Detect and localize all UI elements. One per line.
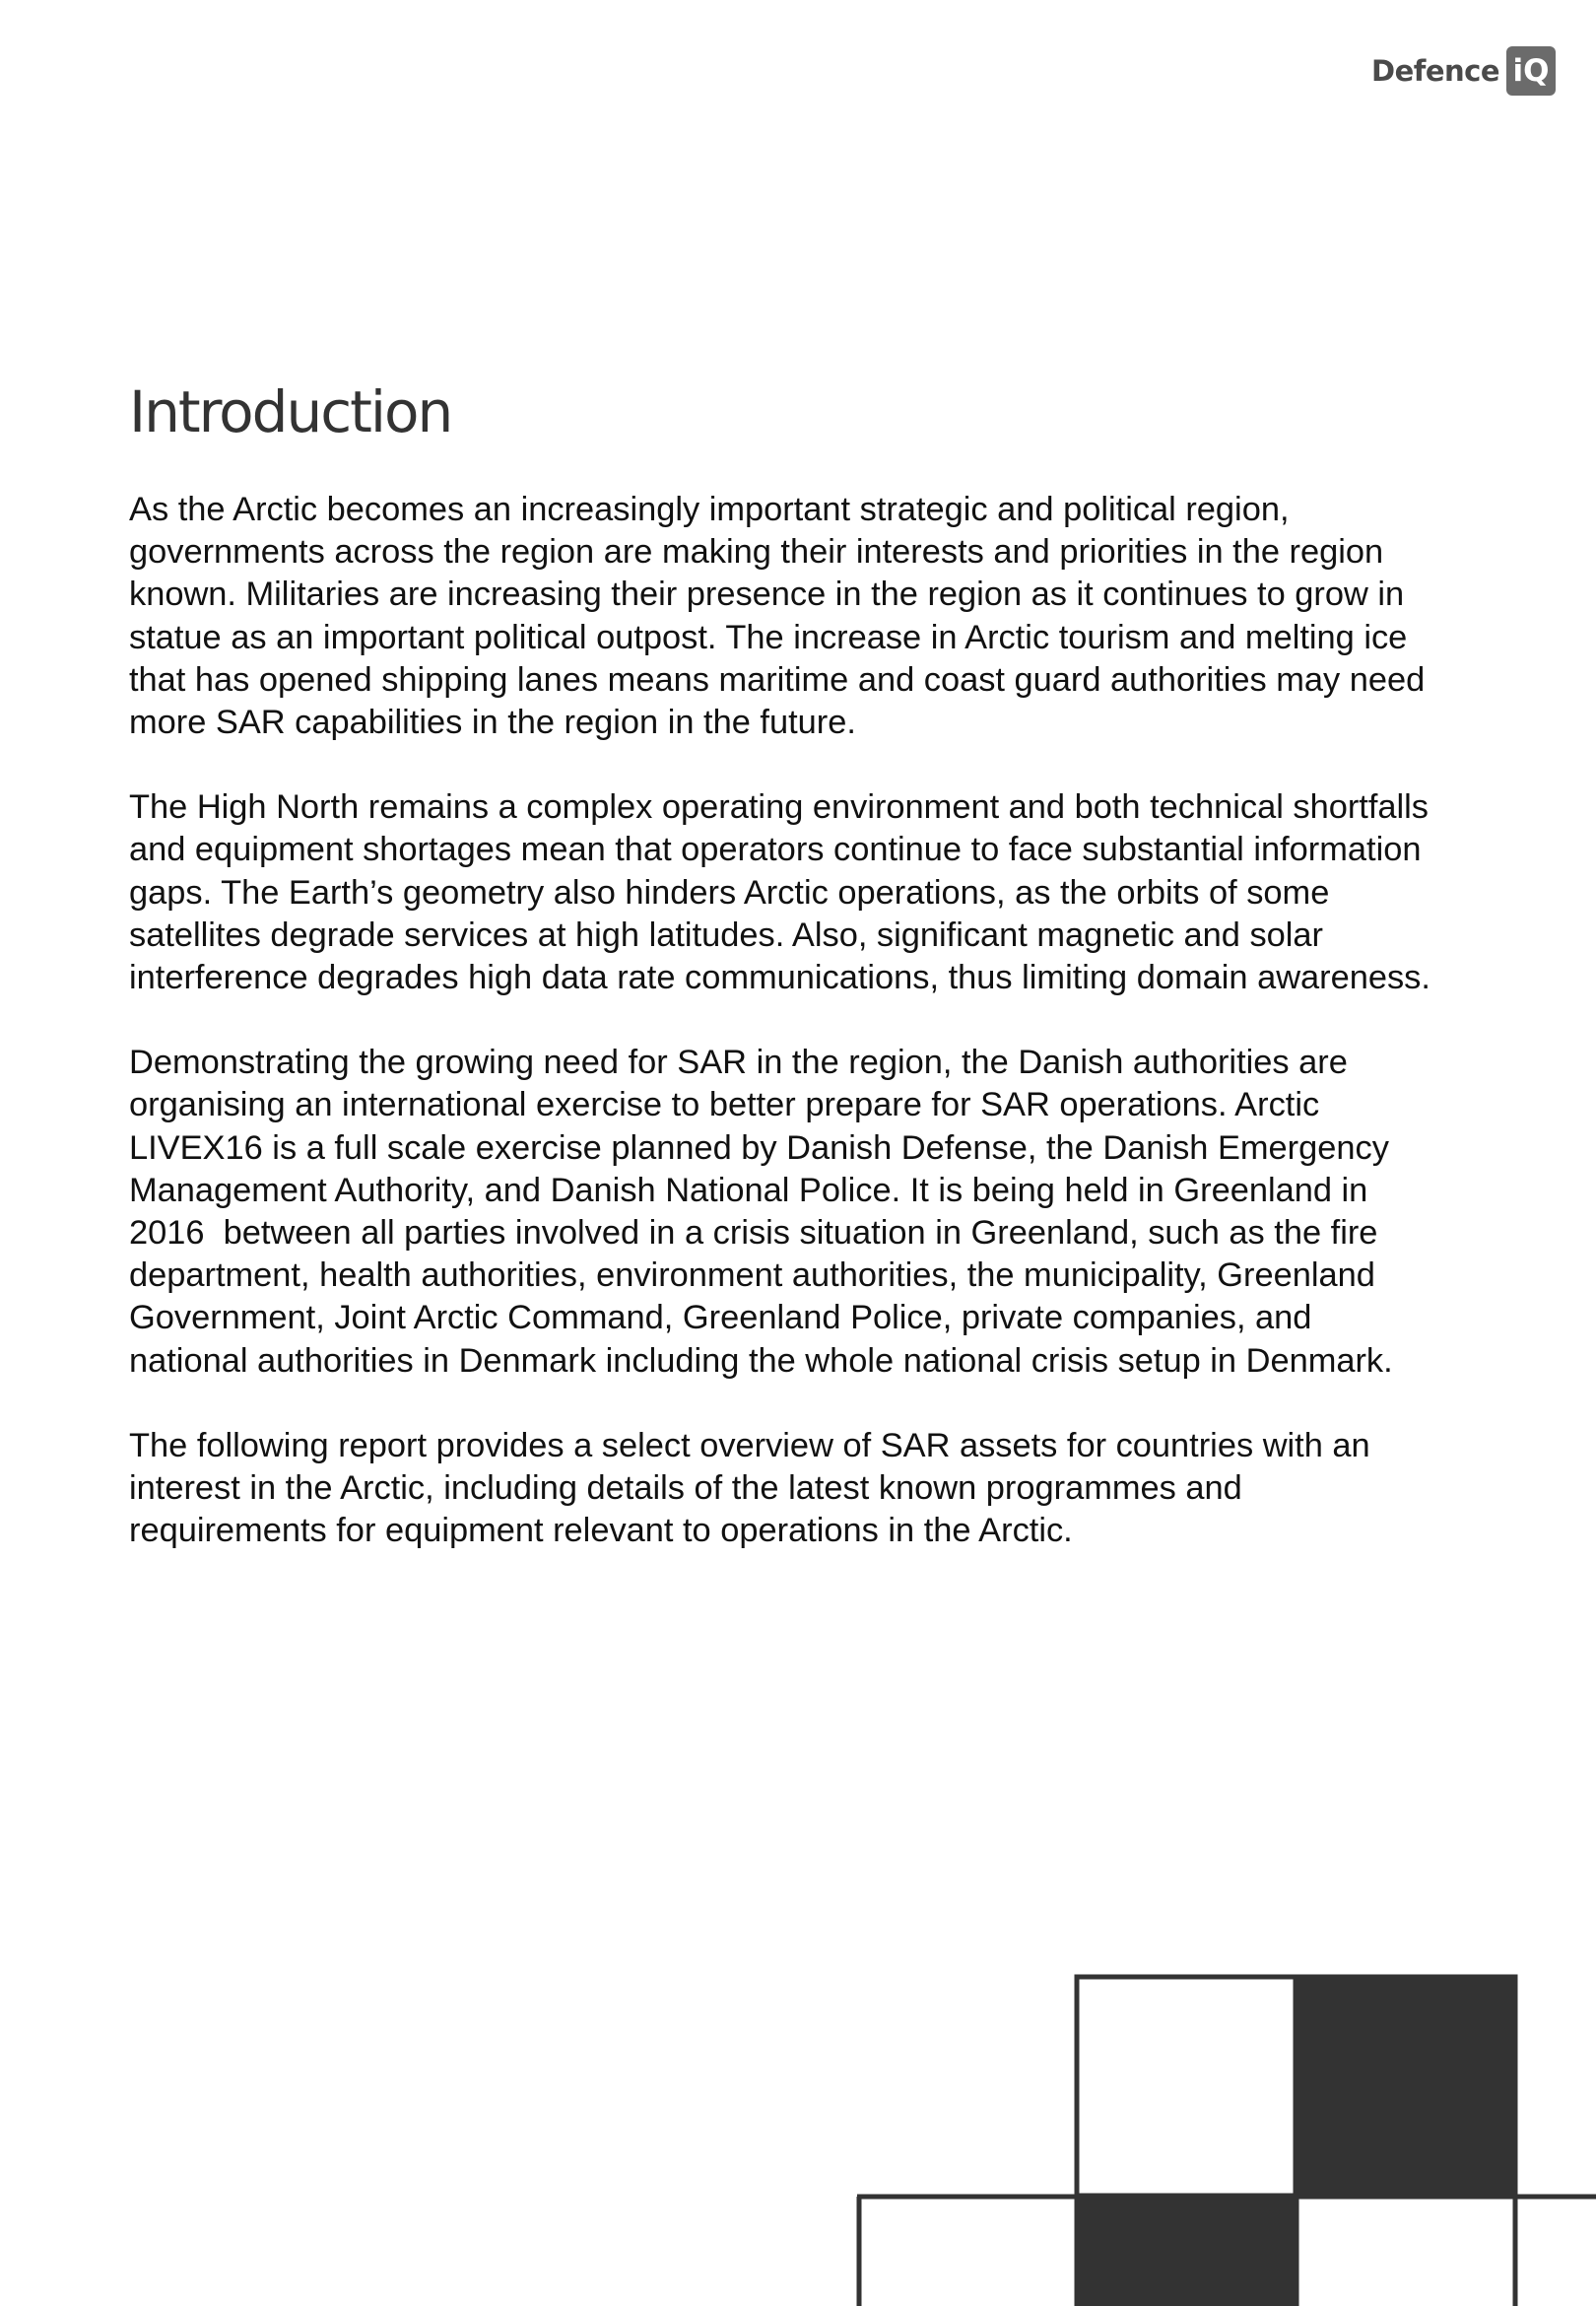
paragraph-3: Demonstrating the growing need for SAR in the region, the Danish authorities are organising an international exercise to better prepare for SAR operations. Arctic LIVEX16 is a full scale exercise planned by Danish Defense, the Danish Emergency Management Authority, and Danish National Police. It is being held in Greenland in 2016 between all parties involved in a crisis situation in Greenland, such as the fire department, health authorities, environment authorities, the municipality, Greenland Government, Joint Arctic Command, Greenland Police, private companies, and national authorities in Denmark including the whole national crisis setup in Denmark. [129,1044,1393,1380]
logo-wordmark: Defence [1371,54,1500,88]
paragraph-4: The following report provides a select overview of SAR assets for countries with an interest in the Arctic, including details of the latest known programmes and requirements for equipment relevant to operations in the Arctic. [129,1426,1370,1550]
logo-badge: iQ [1506,46,1556,96]
dark-square-top-right [1295,1977,1515,2196]
paragraph-1: As the Arctic becomes an increasingly important strategic and political region, governments across the region are making their interests and priorities in the region known. Militaries are increasing their presence in the region as it continues to grow in statue as an important political outpost. The increase in Arctic tourism and melting ice that has opened shipping lanes means maritime and coast guard authorities may need more SAR capabilities in the region in the future. [129,491,1426,742]
page-title: Introduction [129,378,452,445]
paragraph-2: The High North remains a complex operating environment and both technical shortfalls and equipment shortages mean that operators continue to face substantial information gaps. The Earth’s geometry also hinders Arctic operations, as the orbits of some satellites degrade services at high latitudes. Also, significant magnetic and solar interference degrades high data rate communications, thus limiting domain awareness. [129,788,1430,997]
dark-square-bottom [1077,2197,1297,2306]
